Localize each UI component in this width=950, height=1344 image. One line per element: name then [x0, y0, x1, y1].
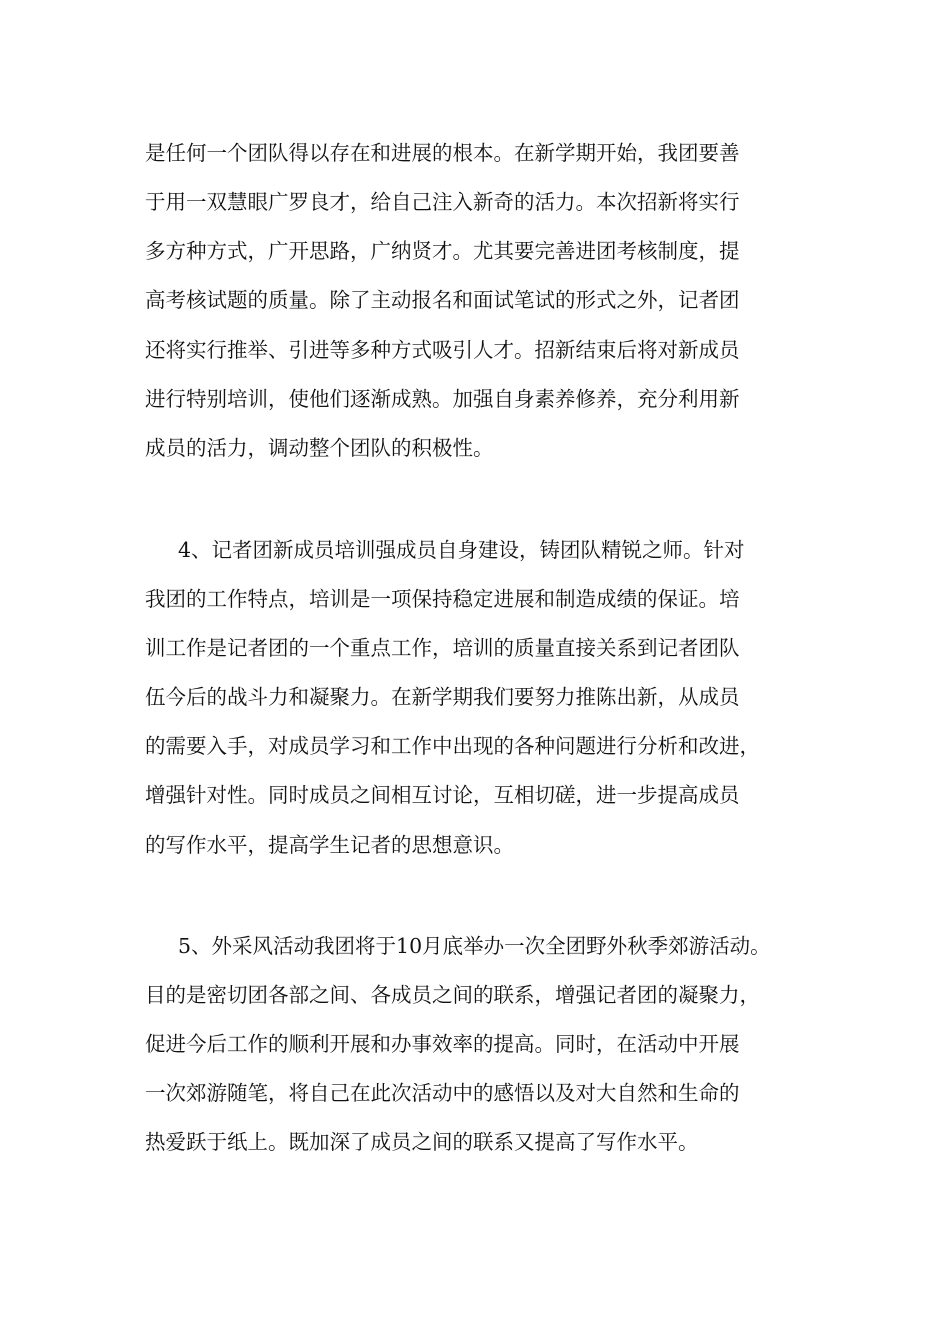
- text-line: 成员的活力，调动整个团队的积极性。: [145, 436, 494, 460]
- text-line: 我团的工作特点，培训是一项保持稳定进展和制造成绩的保证。培: [145, 587, 740, 611]
- text-line: 4、记者团新成员培训强成员自身建设，铸团队精锐之师。针对: [178, 538, 745, 562]
- text-line: 训工作是记者团的一个重点工作，培训的质量直接关系到记者团队: [145, 636, 740, 660]
- text-line: 于用一双慧眼广罗良才，给自己注入新奇的活力。本次招新将实行: [145, 190, 740, 214]
- text-line: 多方种方式，广开思路，广纳贤才。尤其要完善进团考核制度，提: [145, 239, 740, 263]
- text-line: 还将实行推举、引进等多种方式吸引人才。招新结束后将对新成员: [145, 338, 740, 362]
- text-line: 的需要入手，对成员学习和工作中出现的各种问题进行分析和改进，: [145, 734, 760, 758]
- text-line: 进行特别培训，使他们逐渐成熟。加强自身素养修养，充分利用新: [145, 387, 740, 411]
- text-line: 增强针对性。同时成员之间相互讨论，互相切磋，进一步提高成员: [145, 783, 740, 807]
- text-line: 目的是密切团各部之间、各成员之间的联系，增强记者团的凝聚力，: [145, 983, 760, 1007]
- text-line: 是任何一个团队得以存在和进展的根本。在新学期开始，我团要善: [145, 141, 740, 165]
- text-line: 5、外采风活动我团将于10月底举办一次全团野外秋季郊游活动。: [178, 934, 771, 958]
- text-line: 伍今后的战斗力和凝聚力。在新学期我们要努力推陈出新，从成员: [145, 685, 740, 709]
- text-line: 高考核试题的质量。除了主动报名和面试笔试的形式之外，记者团: [145, 288, 740, 312]
- text-line: 促进今后工作的顺利开展和办事效率的提高。同时，在活动中开展: [145, 1032, 740, 1056]
- text-line: 热爱跃于纸上。既加深了成员之间的联系又提高了写作水平。: [145, 1130, 699, 1154]
- text-line: 一次郊游随笔，将自己在此次活动中的感悟以及对大自然和生命的: [145, 1081, 740, 1105]
- text-line: 的写作水平，提高学生记者的思想意识。: [145, 833, 514, 857]
